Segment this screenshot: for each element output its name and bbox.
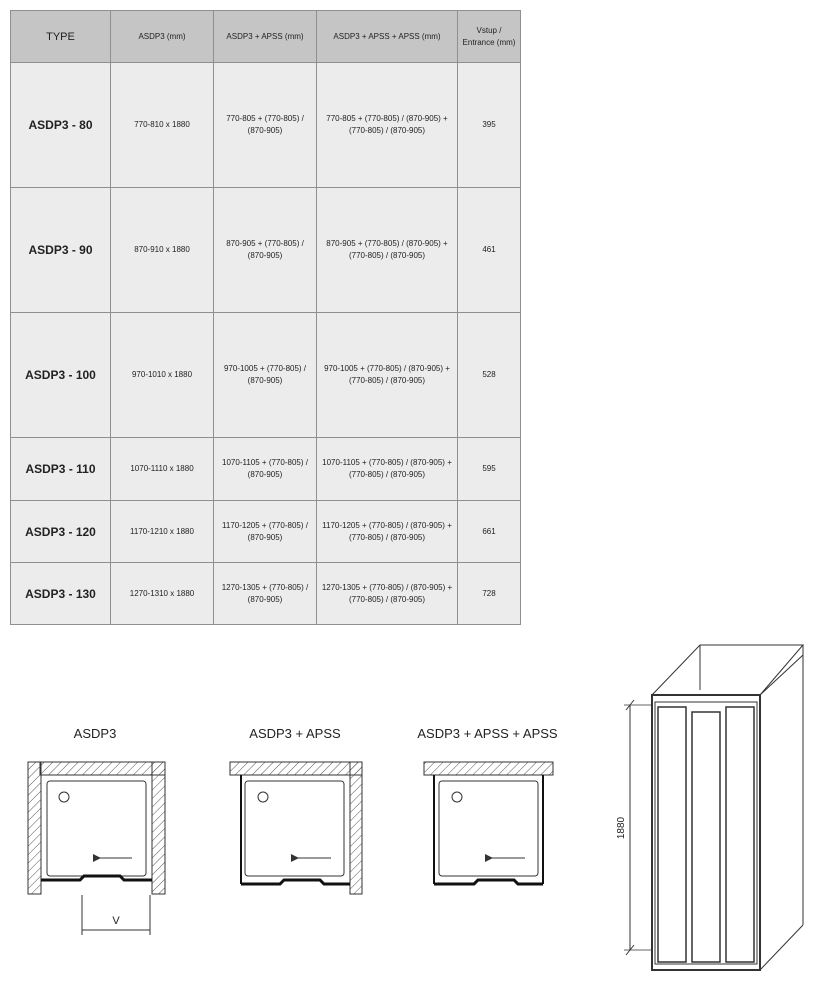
cell-asdp3-apss-apss: 770-805 + (770-805) / (870-905) + (770-805) / (870-905) (317, 63, 458, 188)
height-label: 1880 (616, 816, 627, 840)
door-3d-drawing (624, 645, 803, 970)
plan-asdp3-apss-apss (424, 762, 553, 884)
cell-type: ASDP3 - 130 (11, 563, 111, 625)
table-row (11, 188, 521, 313)
plan-asdp3-apss-label: ASDP3 + APSS (249, 726, 341, 741)
wall-top (28, 762, 165, 775)
drain-icon (59, 792, 69, 802)
table-row (11, 313, 521, 438)
table-header-row (11, 11, 521, 63)
cell-type: ASDP3 - 90 (11, 188, 111, 313)
product-drawings (0, 640, 820, 982)
cell-asdp3: 770-810 x 1880 (111, 63, 214, 188)
cell-entrance: 728 (458, 563, 521, 625)
cell-asdp3-apss-apss: 970-1005 + (770-805) / (870-905) + (770-805) / (870-905) (317, 313, 458, 438)
plan-asdp3 (28, 762, 165, 935)
cell-asdp3-apss-apss: 870-905 + (770-805) / (870-905) + (770-805) / (870-905) (317, 188, 458, 313)
cell-entrance: 661 (458, 501, 521, 563)
cell-asdp3: 970-1010 x 1880 (111, 313, 214, 438)
cell-asdp3-apss: 1270-1305 + (770-805) / (870-905) (214, 563, 317, 625)
door-panel-2 (692, 712, 720, 962)
table-row (11, 501, 521, 563)
wall-top (424, 762, 553, 775)
cell-entrance: 595 (458, 438, 521, 501)
wall-right (350, 762, 362, 894)
header-type: TYPE (11, 11, 111, 63)
cell-entrance: 461 (458, 188, 521, 313)
plan-asdp3-apss (230, 762, 362, 894)
table-row (11, 563, 521, 625)
header-asdp3: ASDP3 (mm) (111, 11, 214, 63)
header-asdp3-apss: ASDP3 + APSS (mm) (214, 11, 317, 63)
cell-asdp3: 1070-1110 x 1880 (111, 438, 214, 501)
cell-asdp3-apss-apss: 1270-1305 + (770-805) / (870-905) + (770-805) / (870-905) (317, 563, 458, 625)
cell-asdp3-apss: 1170-1205 + (770-805) / (870-905) (214, 501, 317, 563)
dimension-v-label: V (112, 915, 120, 927)
sliding-door (241, 880, 350, 884)
header-entrance: Vstup / Entrance (mm) (458, 11, 521, 63)
drain-icon (452, 792, 462, 802)
plan-asdp3-apss-apss-label: ASDP3 + APSS + APSS (417, 726, 558, 741)
top-box (652, 645, 803, 695)
cell-type: ASDP3 - 120 (11, 501, 111, 563)
cell-asdp3: 1270-1310 x 1880 (111, 563, 214, 625)
dimensions-table (10, 10, 521, 625)
cell-entrance: 395 (458, 63, 521, 188)
header-asdp3-apss-apss: ASDP3 + APSS + APSS (mm) (317, 11, 458, 63)
table-row (11, 63, 521, 188)
cell-asdp3-apss: 770-805 + (770-805) / (870-905) (214, 63, 317, 188)
wall-right (152, 762, 165, 894)
door-panel-1 (658, 707, 686, 962)
drain-icon (258, 792, 268, 802)
cell-asdp3-apss-apss: 1170-1205 + (770-805) / (870-905) + (770-805) / (870-905) (317, 501, 458, 563)
door-panel-3 (726, 707, 754, 962)
cell-asdp3-apss-apss: 1070-1105 + (770-805) / (870-905) + (770-805) / (870-905) (317, 438, 458, 501)
door-frame (652, 695, 760, 970)
cell-asdp3-apss: 870-905 + (770-805) / (870-905) (214, 188, 317, 313)
cell-type: ASDP3 - 100 (11, 313, 111, 438)
cell-asdp3: 1170-1210 x 1880 (111, 501, 214, 563)
sliding-door (434, 880, 543, 884)
sliding-door (41, 876, 152, 880)
plan-asdp3-label: ASDP3 (73, 726, 117, 741)
wall-top (230, 762, 362, 775)
table-row (11, 438, 521, 501)
cell-entrance: 528 (458, 313, 521, 438)
cell-asdp3-apss: 1070-1105 + (770-805) / (870-905) (214, 438, 317, 501)
cell-asdp3: 870-910 x 1880 (111, 188, 214, 313)
cell-type: ASDP3 - 80 (11, 63, 111, 188)
cell-asdp3-apss: 970-1005 + (770-805) / (870-905) (214, 313, 317, 438)
cell-type: ASDP3 - 110 (11, 438, 111, 501)
wall-left (28, 762, 41, 894)
